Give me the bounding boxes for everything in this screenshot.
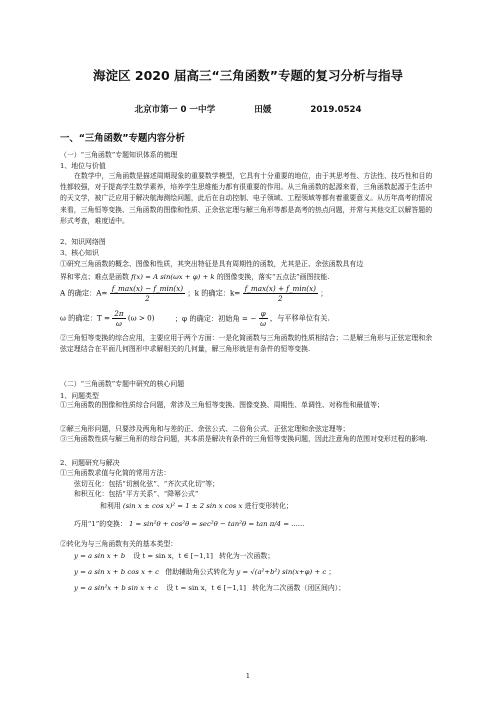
method-2-heading: ②转化为与三角函数有关的基本类型： (60, 540, 178, 548)
item-1-heading: 1、地位与价值 (60, 162, 106, 170)
type-row-2 (74, 568, 335, 577)
type-row-2-formula: y = a sin x + b cos x + c (74, 568, 159, 576)
school-name: 北京市第一 0 一中学 (134, 105, 216, 115)
type-row-2-formula-2: y = √(a²+b²) sin(x+φ) + c (236, 568, 327, 576)
document-date: 2019.0524 (310, 105, 362, 115)
problem-type-2: ②解三角形问题，只要涉及两角和与差的正、余弦公式、二倍角公式、正弦定理和余弦定理等； (60, 425, 350, 433)
type-row-1 (74, 552, 274, 561)
type-row-1-formula: y = a sin x + b (74, 552, 126, 560)
phi-fraction (259, 309, 268, 328)
problem-type-1: ①三角函数的图像和性质综合问题，常涉及三角恒等变换、图像变换、周期性、单调性、对称性和最值等； (60, 401, 384, 409)
phi-numerator: φ (260, 309, 266, 318)
type-row-3-set: 设 t = sin x，t ∈ [−1,1] (166, 584, 246, 592)
paragraph-identity-application: ②三角恒等变换的综合应用，主要应用于两个方面：一是化简函数与三角函数的性质相结合；二是解三角形与正弦定理和余弦定理结合在平面几何图形中求解相关的几何量，解三角形就是有条件的恒等变换. (60, 334, 433, 354)
author-name: 田媛 (254, 105, 272, 115)
A-label: A 的确定：A= (60, 288, 108, 298)
subsection-1: （一）“三角函数”专题知识体系的梳理 (60, 151, 178, 159)
type-row-3 (74, 584, 345, 593)
method-1a: 弦切互化：包括“切割化弦”、“齐次式化切”等； (74, 480, 220, 488)
method-1d (74, 520, 304, 529)
document-title: 海淀区 2020 届高三“三角函数”专题的复习分析与指导 (93, 68, 403, 83)
subsection-2: （二）“三角函数”专题中研究的核心问题 (60, 380, 185, 388)
core-text-prefix: 界和零点；难点是函数 (60, 273, 129, 281)
method-1d-formula: 1 = sin²θ + cos²θ = sec²θ − tan²θ = tan π/4 = ...... (128, 520, 305, 528)
omega-numerator: 2π (114, 309, 124, 318)
type-row-2-tail: ； (328, 568, 336, 576)
k-denominator: 2 (278, 294, 283, 303)
phi-denominator: ω (260, 319, 267, 328)
section-heading-1: 一、“三角函数”专题内容分析 (60, 133, 185, 144)
paragraph-value: 在数学中，三角函数是描述周期现象的重要数学模型，它具有十分重要的地位，由于其思考性、方法性、技巧性和目的性都较强，对于提高学生数学素养，培养学生思维能力都有很重要的作用。从三角函数的起源来看，三角函数起源于生活中的天文学，被广泛应用于解决航海测绘问题，此后在自动控制、电子领域、工程领域等都有着重要意义。从历年高考的情况来看，三角恒等变换、三角函数的图像和性质、正余弦定理与解三角形等都是高考的热点问题，并常与其他交汇以解答题的形式考查，难度适中。 (60, 172, 433, 225)
page-number: 1 (245, 672, 251, 680)
function-formula: f(x) = A sin(ωx + φ) + k (131, 273, 215, 281)
core-knowledge-line-2 (60, 273, 329, 282)
type-row-3-formula: y = a sin²x + b sin x + c (74, 584, 159, 592)
A-denominator: 2 (145, 294, 150, 303)
omega-phi-determination (60, 309, 330, 328)
k-numerator: f_max(x) + f_min(x) (244, 284, 316, 293)
phi-tail: ，与平移单位有关. (269, 313, 330, 323)
k-fraction (243, 284, 318, 303)
omega-fraction (112, 309, 125, 328)
type-row-1-tail: 转化为一次函数； (219, 552, 275, 560)
author-line (0, 103, 496, 115)
method-1d-prefix: 巧用“1”的变换： (74, 520, 127, 528)
problem-types-heading: 1、问题类型 (60, 392, 99, 400)
type-row-1-set: 设 t = sin x，t ∈ [−1,1] (133, 552, 213, 560)
omega-denominator: ω (116, 319, 122, 328)
method-1b: 和积互化：包括“平方关系”、“降幂公式” (74, 490, 199, 498)
omega-label: ω 的确定：T = (60, 313, 110, 323)
A-numerator: f_max(x) − f_min(x) (111, 284, 184, 293)
research-heading: 2、问题研究与解决 (60, 459, 120, 467)
A-k-determination: A 的确定：A= $\frac{f\_\max(x) - f\_\min(x)}{2}$ ；k 的确定：k= $\frac{f\_\max(x) + f\_\min(x)}{2}$ ； (60, 284, 328, 303)
core-text-suffix: 的图像变换，落实“五点法”画图技能. (216, 273, 330, 281)
method-1c-formula: (sin x ± cos x)² = 1 ± 2 sin x cos x (122, 502, 243, 510)
item-3-heading: 3、核心知识 (60, 249, 99, 257)
A-fraction (110, 284, 185, 303)
problem-type-3: ③三角函数性质与解三角形的综合问题，其本质是解决有条件的三角恒等变换问题，因此注意角的范围对变形过程的影响. (60, 435, 428, 443)
core-knowledge-line-1: ①研究三角函数的概念、图像和性质，其突出特征是具有周期性的函数，尤其是正、余弦函数具有边 (60, 260, 364, 268)
method-1c (100, 502, 293, 511)
type-row-2-mid: 借助辅助角公式转化为 (165, 568, 235, 576)
method-1-heading: ①三角函数求值与化简的常用方法： (60, 469, 171, 477)
phi-label: ；φ 的确定：初始角 = − (174, 313, 257, 323)
method-1c-suffix: 进行变形转化； (244, 502, 293, 510)
k-label: ；k 的确定：k= (187, 288, 241, 298)
item-2-heading: 2、知识网络图 (60, 238, 106, 246)
omega-condition: (ω > 0) (127, 313, 155, 323)
method-1c-prefix: 和利用 (100, 502, 121, 510)
type-row-3-tail: 转化为二次函数（闭区间内）； (252, 584, 346, 592)
